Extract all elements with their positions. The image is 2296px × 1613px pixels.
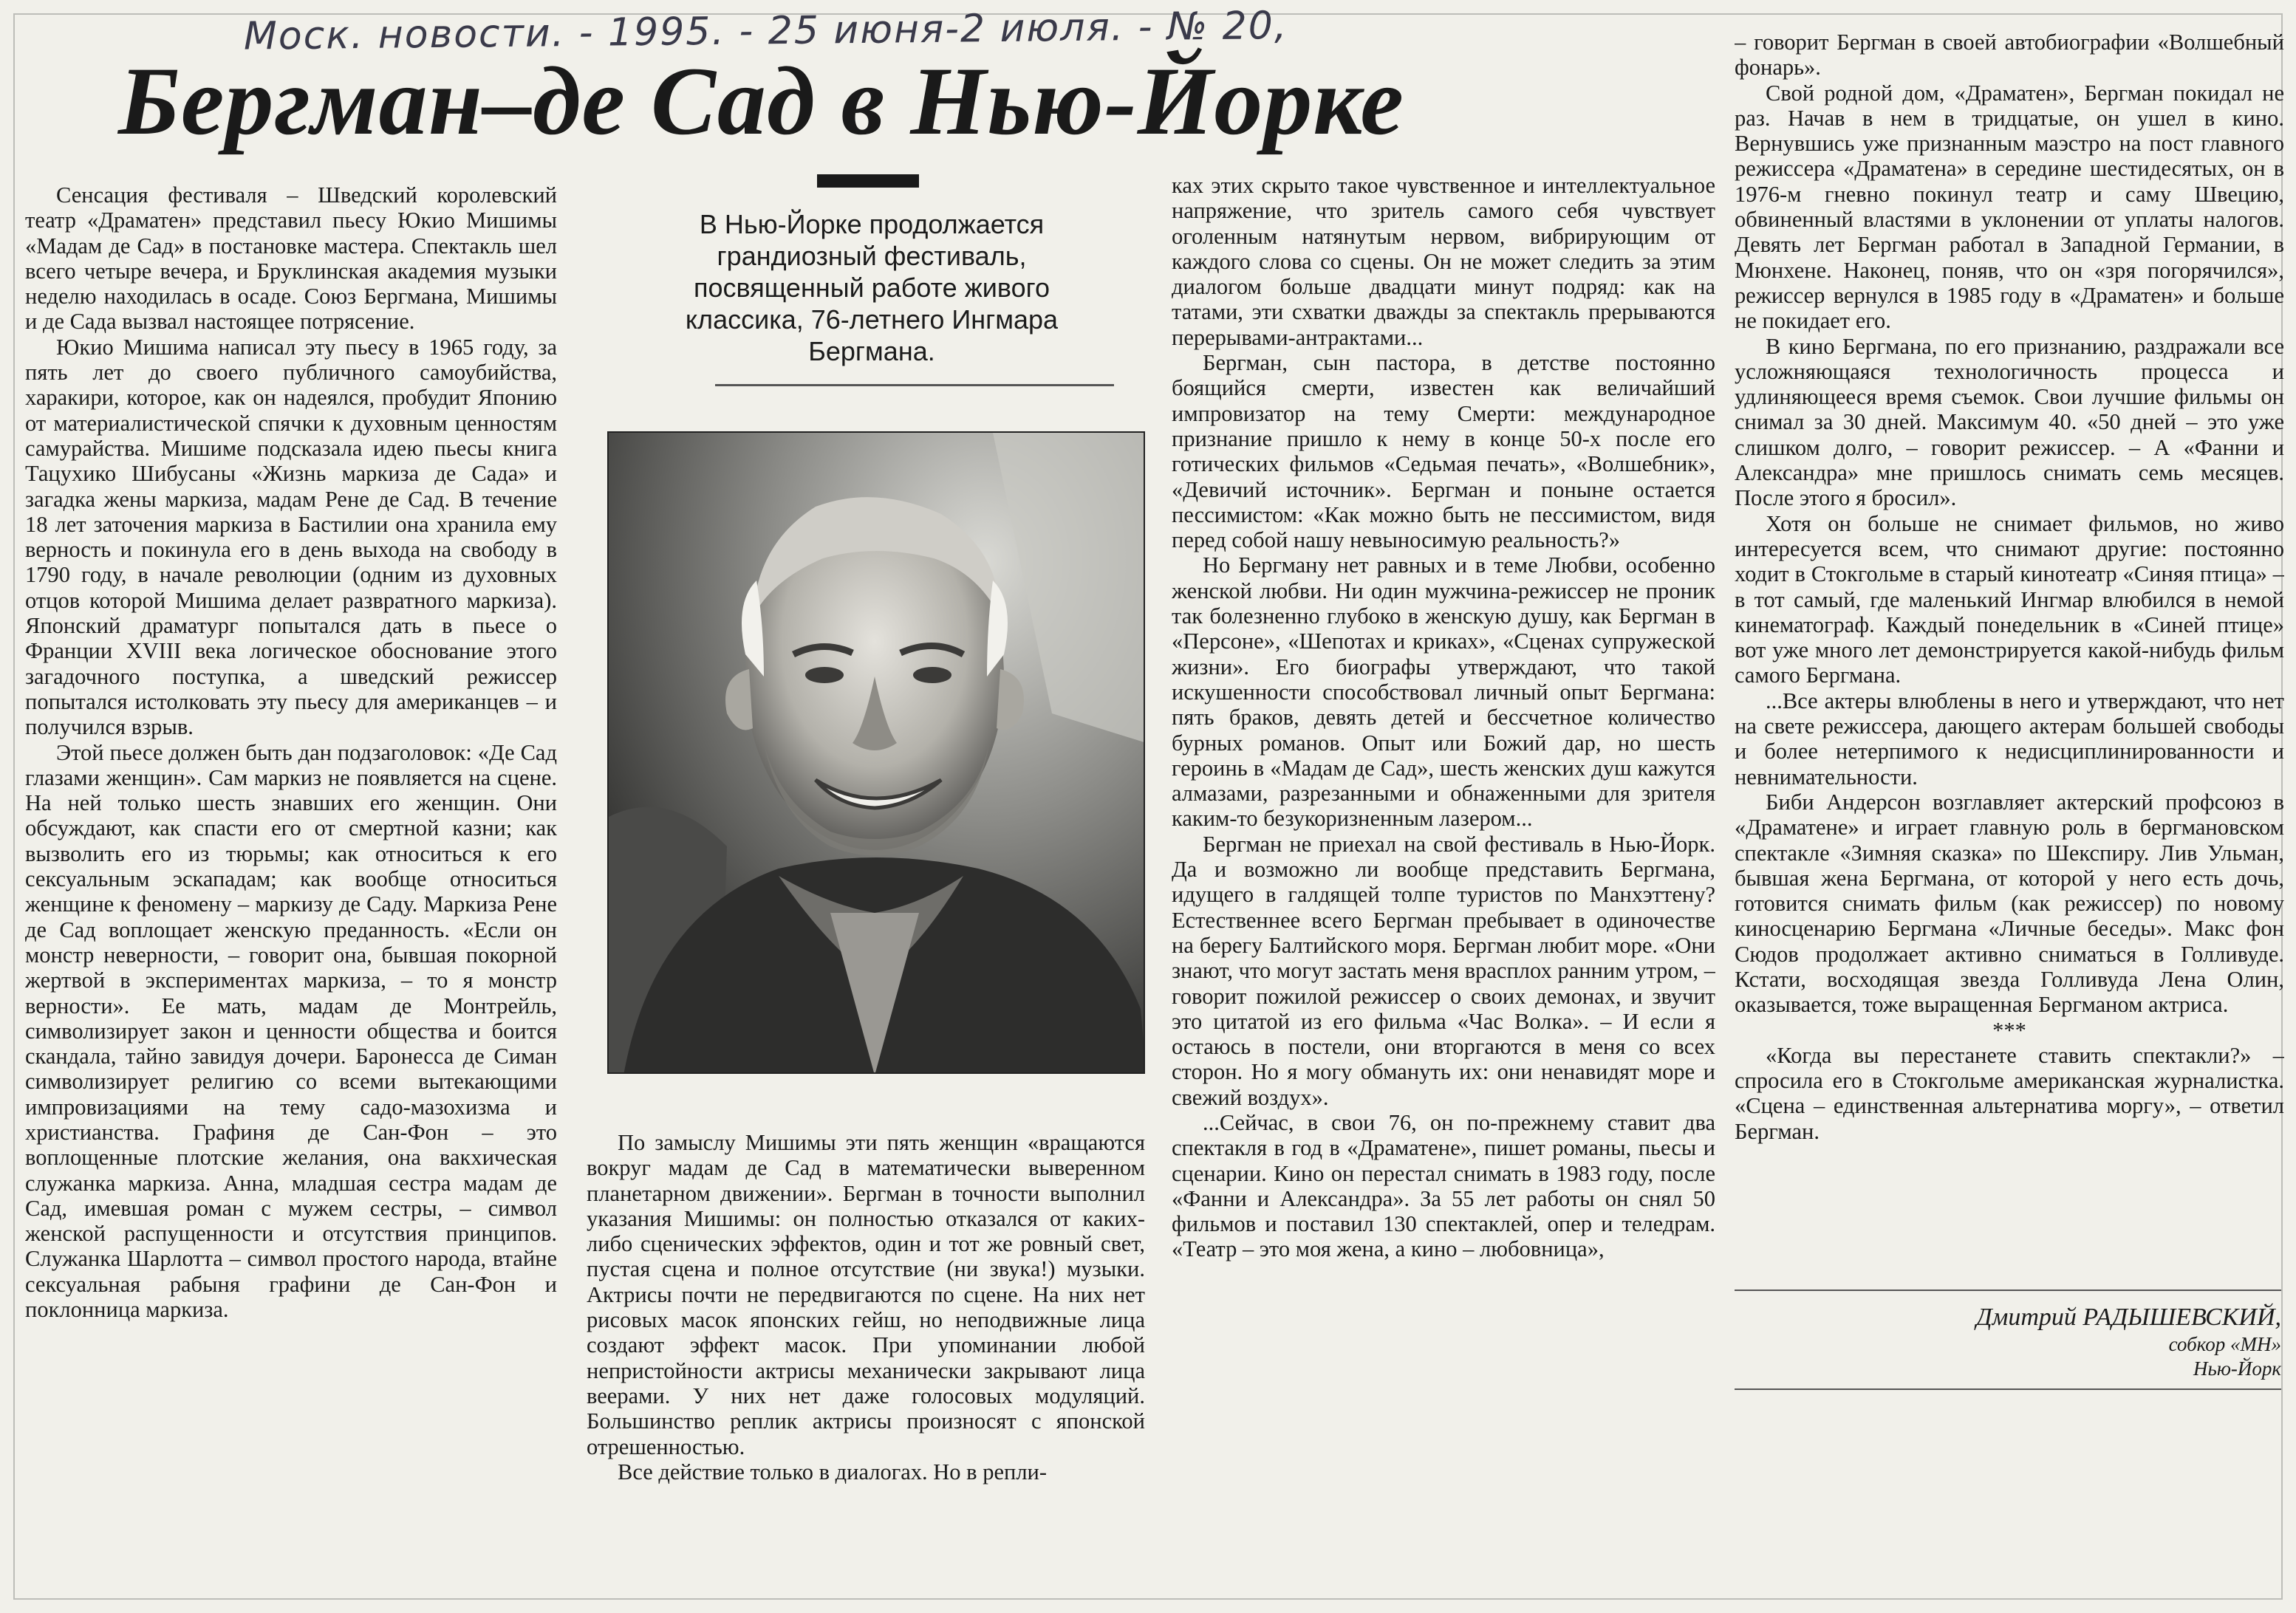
portrait-photo (607, 431, 1145, 1074)
article-column-3 (1172, 173, 1715, 1593)
paragraph: Все действие только в диалогах. Но в репли- (618, 1459, 1048, 1484)
paragraph: Хотя он больше не снимает фильмов, но живо интересуется всем, что снимают другие: постоянно ходит в Стокгольме в старый кинотеатр «Синяя птица» – в тот самый, где маленький Ингмар влюбился в немой кинематограф. Каждый понедельник в «Синей птице» вот уже много лет демонстрируется какой-нибудь фильм самого Бергмана. (1735, 510, 2284, 688)
paragraph: Но Бергману нет равных и в теме Любви, особенно женской любви. Ни один мужчина-режиссер не проник так болезненно глубоко в женскую душу, как Бергман в «Персоне», «Шепотах и криках», «Сценах супружеской жизни». Его биографы утверждают, что такой искушенности способствовал личный опыт Бергмана: пять браков, девять детей и бессчетное количество бурных романов. Опыт или Божий дар, но шесть героинь в «Мадам де Сад», шесть женских душ кажутся алмазами, разрезанными и обнаженными для зрителя каким-то безукоризненным лазером... (1172, 552, 1715, 832)
author-location: Нью-Йорк (2193, 1357, 2281, 1380)
paragraph: По замыслу Мишимы эти пять женщин «вращаются вокруг мадам де Сад в математически выверенном планетарном движении». Бергман в точности выполнил указания Мишимы: он полностью отказался от каких-либо сценических эффектов, один и тот же ровный свет, пустая сцена и полное отсутствие (ни звука!) музыки. Актрисы почти не передвигаются по сцене. На них нет рисовых масок японских гейш, но неподвижные лица создают эффект масок. При упоминании любой непристойности актрисы механически закрывают лица веерами. У них нет даже голосовых модуляций. Большинство реплик актрисы произносят с японской отрешенностью. (587, 1130, 1145, 1459)
author-role: собкор «МН» (2168, 1333, 2281, 1355)
article-lead: В Нью-Йорке продолжается грандиозный фестиваль, посвященный работе живого классика, 76-летнего Ингмара Бергмана. (685, 209, 1059, 366)
section-break-stars: *** (1992, 1017, 2026, 1043)
paragraph: ках этих скрыто такое чувственное и интеллектуальное напряжение, что зритель самого себя чувствует оголенным натянутым нервом, вибрирующим от каждого слова со сцены. Он не может следить за этим диалогом больше двадцати минут подряд: как на татами, эти схватки дважды за спектакль прерываются перерывами-антрактами... (1172, 173, 1715, 350)
article-column-2 (587, 1130, 1145, 1593)
section-divider-bar (817, 174, 919, 188)
end-rule (1735, 1388, 2281, 1390)
paragraph: – говорит Бергман в своей автобиографии «Волшебный фонарь». (1735, 30, 2284, 81)
paragraph: Биби Андерсон возглавляет актерский профсоюз в «Драматене» и играет главную роль в бергмановском спектакле «Зимняя сказка» по Шекспиру. Лив Ульман, бывшая жена Бергмана, от которой у него есть дочь, готовится снимать фильм (как режиссер) по новому киносценарию Бергмана «Личные беседы». Макс фон Сюдов продолжает активно сниматься в Голливуде. Кстати, восходящая звезда Голливуда Лена Олин, оказывается, тоже выращенная Бергманом актриса. (1735, 789, 2284, 1018)
article-column-1 (25, 182, 557, 1593)
paragraph: Этой пьесе должен быть дан подзаголовок: «Де Сад глазами женщин». Сам маркиз не появляется на сцене. На ней только шесть знавших его женщин. Они обсуждают, как спасти его от смертной казни; как вызволить его из тюрьмы; как относиться к его сексуальным эскападам; как вообще относиться женщине к феномену – маркизу де Саду. Маркиза Рене де Сад воплощает женскую преданность. «Если он монстр неверности, – говорит она, бывшая покорной жертвой в экспериментах маркиза, – то я монстр верности». Ее мать, мадам де Монтрейль, символизирует закон и ценности общества и боится скандала, тайно завидуя дочери. Баронесса де Симан символизирует религию со всеми вытекающими импровизациями на тему садо-мазохизма и христианства. Графиня де Сан-Фон – это воплощенные плотские желания, она вакхическая служанка маркиза. Анна, младшая сестра мадам де Сад, имевшая роман с мужем сестры, – символ женской распущенности и отсутствия принципов. Служанка Шарлотта – символ простого народа, втайне сексуальная рабыня графини де Сан-Фон и поклонница маркиза. (25, 739, 557, 1323)
byline (1735, 1303, 2281, 1384)
author-name: Дмитрий РАДЫШЕВСКИЙ, (1976, 1304, 2281, 1331)
paragraph: Юкио Мишима написал эту пьесу в 1965 году, за пять лет до своего публичного самоубийства, харакири, которое, как он надеялся, пробудит Японию от материалистической спячки к духовным ценностям самурайства. Мишиме подсказала идею пьесы книга Тацухико Шибусаны «Жизнь маркиза де Сада» и загадка жены маркиза, мадам Рене де Сад. В течение 18 лет заточения маркиза в Бастилии она хранила ему верность и покинула его в день выхода на свободу в 1790 году, в начале революции (одним из духовных отцов которой Мишима делает развратного маркиза). Японский драматург попытался дать в пьесе о Франции XVIII века логическое обоснование этого загадочного поступка, а шведский режиссер попытался истолковать эту пьесу для американцев – и получился взрыв. (25, 334, 557, 740)
paragraph: ...Все актеры влюблены в него и утверждают, что нет на свете режиссера, дающего актерам большей свободы и более нетерпимого к недисциплинированности и невнимательности. (1735, 688, 2284, 790)
paragraph: ...Сейчас, в свои 76, он по-прежнему ставит два спектакля в год в «Драматене», пишет романы, пьесы и сценарии. Кино он перестал снимать в 1983 году, после «Фанни и Александра». За 55 лет работы он снял 50 фильмов и поставил 130 спектаклей, опер и теледрам. «Театр – это моя жена, а кино – любовница», (1172, 1109, 1715, 1262)
article-column-4 (1735, 30, 2284, 1278)
paragraph: Бергман не приехал на свой фестиваль в Нью-Йорк. Да и возможно ли вообще представить Бергмана, идущего в галдящей толпе туристов по Манхэттену? Естественнее всего Бергман пребывает в одиночестве на берегу Балтийского моря. Бергман любит море. «Они знают, что могут застать меня врасплох ранним утром, – говорит пожилой режиссер о своих демонах, и звучит это цитатой из его фильма «Час Волка». – И если я остаюсь в постели, они вторгаются в меня со всех сторон. Но я могу обмануть их: они ненавидят море и свежий воздух». (1172, 831, 1715, 1110)
lead-underline (715, 384, 1114, 386)
article-headline: Бергман–де Сад в Нью-Йорке (118, 47, 1404, 155)
paragraph: Свой родной дом, «Драматен», Бергман покидал не раз. Начав в нем в тридцатые, он ушел в кино. Вернувшись уже признанным маэстро на пост главного режиссера «Драматена» в середине шестидесятых, он в 1976-м гневно покинул театр и саму Швецию, обвиненный властями в уклонении от уплаты налогов. Девять лет Бергман работал в Западной Германии, в Мюнхене. Наконец, поняв, что он «зря погорячился», режиссер вернулся в 1985 году в «Драматен» и больше не покидает его. (1735, 80, 2284, 334)
handwritten-source-note: Моск. новости. - 1995. - 25 июня-2 июля. - № 20, (243, 3, 1288, 59)
paragraph: Сенсация фестиваля – Шведский королевский театр «Драматен» представил пьесу Юкио Мишимы «Мадам де Сад» в постановке мастера. Спектакль шел всего четыре вечера, и Бруклинская академия музыки неделю находилась в осаде. Союз Бергмана, Мишимы и де Сада вызвал настоящее потрясение. (25, 182, 557, 335)
paragraph: Бергман, сын пастора, в детстве постоянно боящийся смерти, известен как величайший импровизатор на тему Смерти: международное признание пришло к нему в конце 50-х после его готических фильмов «Седьмая печать», «Волшебник», «Девичий источник». Бергман и поныне остается пессимистом: «Как можно быть не пессимистом, видя перед собой нашу невыносимую реальность?» (1172, 350, 1715, 553)
paragraph: В кино Бергмана, по его признанию, раздражали все усложняющаяся технологичность процесса и удлиняющееся время съемок. Свои лучшие фильмы он снимал за 30 дней. Максимум 40. «50 дней – это уже слишком долго, – говорит режиссер. – А «Фанни и Александра» мне пришлось снимать семь месяцев. После этого я бросил». (1735, 333, 2284, 511)
paragraph: «Когда вы перестанете ставить спектакли?» – спросила его в Стокгольме американская журналистка. «Сцена – единственная альтернатива моргу», – ответил Бергман. (1735, 1042, 2284, 1144)
byline-rule (1735, 1290, 2281, 1291)
